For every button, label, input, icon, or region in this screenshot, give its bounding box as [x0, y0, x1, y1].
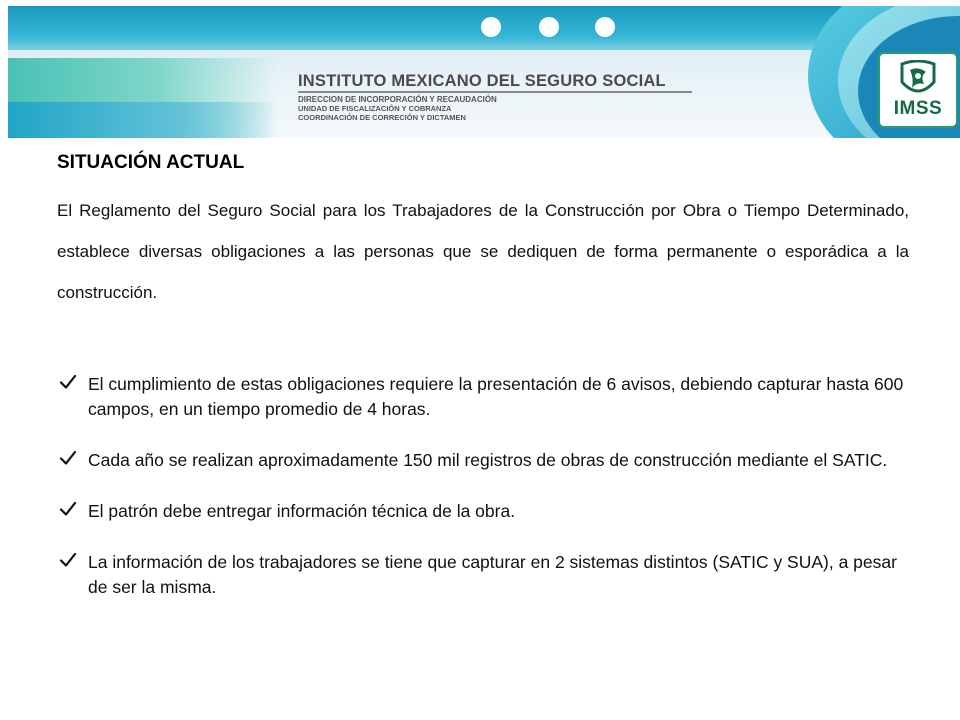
check-icon [59, 449, 77, 467]
decorative-dot [481, 17, 501, 37]
list-item [57, 448, 917, 473]
institution-subline: DIRECCION DE INCORPORACIÓN Y RECAUDACIÓN [298, 95, 497, 104]
check-icon [59, 551, 77, 569]
header-left-stripe-lower [8, 102, 278, 138]
check-icon [59, 373, 77, 391]
list-item-text: Cada año se realizan aproximadamente 150 mil registros de obras de construcción mediante el SATIC. [88, 450, 888, 470]
institution-subline: COORDINACIÓN DE CORRECIÓN Y DICTAMEN [298, 113, 466, 122]
institution-subline: UNIDAD DE FISCALIZACIÓN Y COBRANZA [298, 104, 452, 113]
list-item [57, 372, 917, 422]
imss-logo-text: IMSS [893, 98, 943, 119]
intro-paragraph: El Reglamento del Seguro Social para los Trabajadores de la Construcción por Obra o Tiempo Determinado, establece diversas obligaciones a las personas que se dediquen de forma permanente o esporádica a la construcción. [57, 201, 909, 302]
institution-block [298, 72, 692, 122]
section-title: SITUACIÓN ACTUAL [57, 152, 245, 173]
header-banner [8, 6, 960, 138]
imss-emblem-icon [896, 60, 940, 98]
check-icon [59, 500, 77, 518]
list-item-text: El patrón debe entregar información técnica de la obra. [88, 501, 516, 521]
decorative-dot [595, 17, 615, 37]
list-item [57, 499, 917, 524]
decorative-dot [539, 17, 559, 37]
institution-divider [298, 91, 692, 93]
list-item [57, 550, 917, 600]
institution-name: INSTITUTO MEXICANO DEL SEGURO SOCIAL [298, 72, 666, 90]
list-item-text: El cumplimiento de estas obligaciones requiere la presentación de 6 avisos, debiendo capturar hasta 600 campos, en un tiempo promedio de 4 horas. [88, 374, 904, 419]
list-item-text: La información de los trabajadores se tiene que capturar en 2 sistemas distintos (SATIC y SUA), a pesar de ser la misma. [88, 552, 897, 597]
imss-logo [878, 52, 958, 128]
bullet-list [57, 372, 917, 626]
